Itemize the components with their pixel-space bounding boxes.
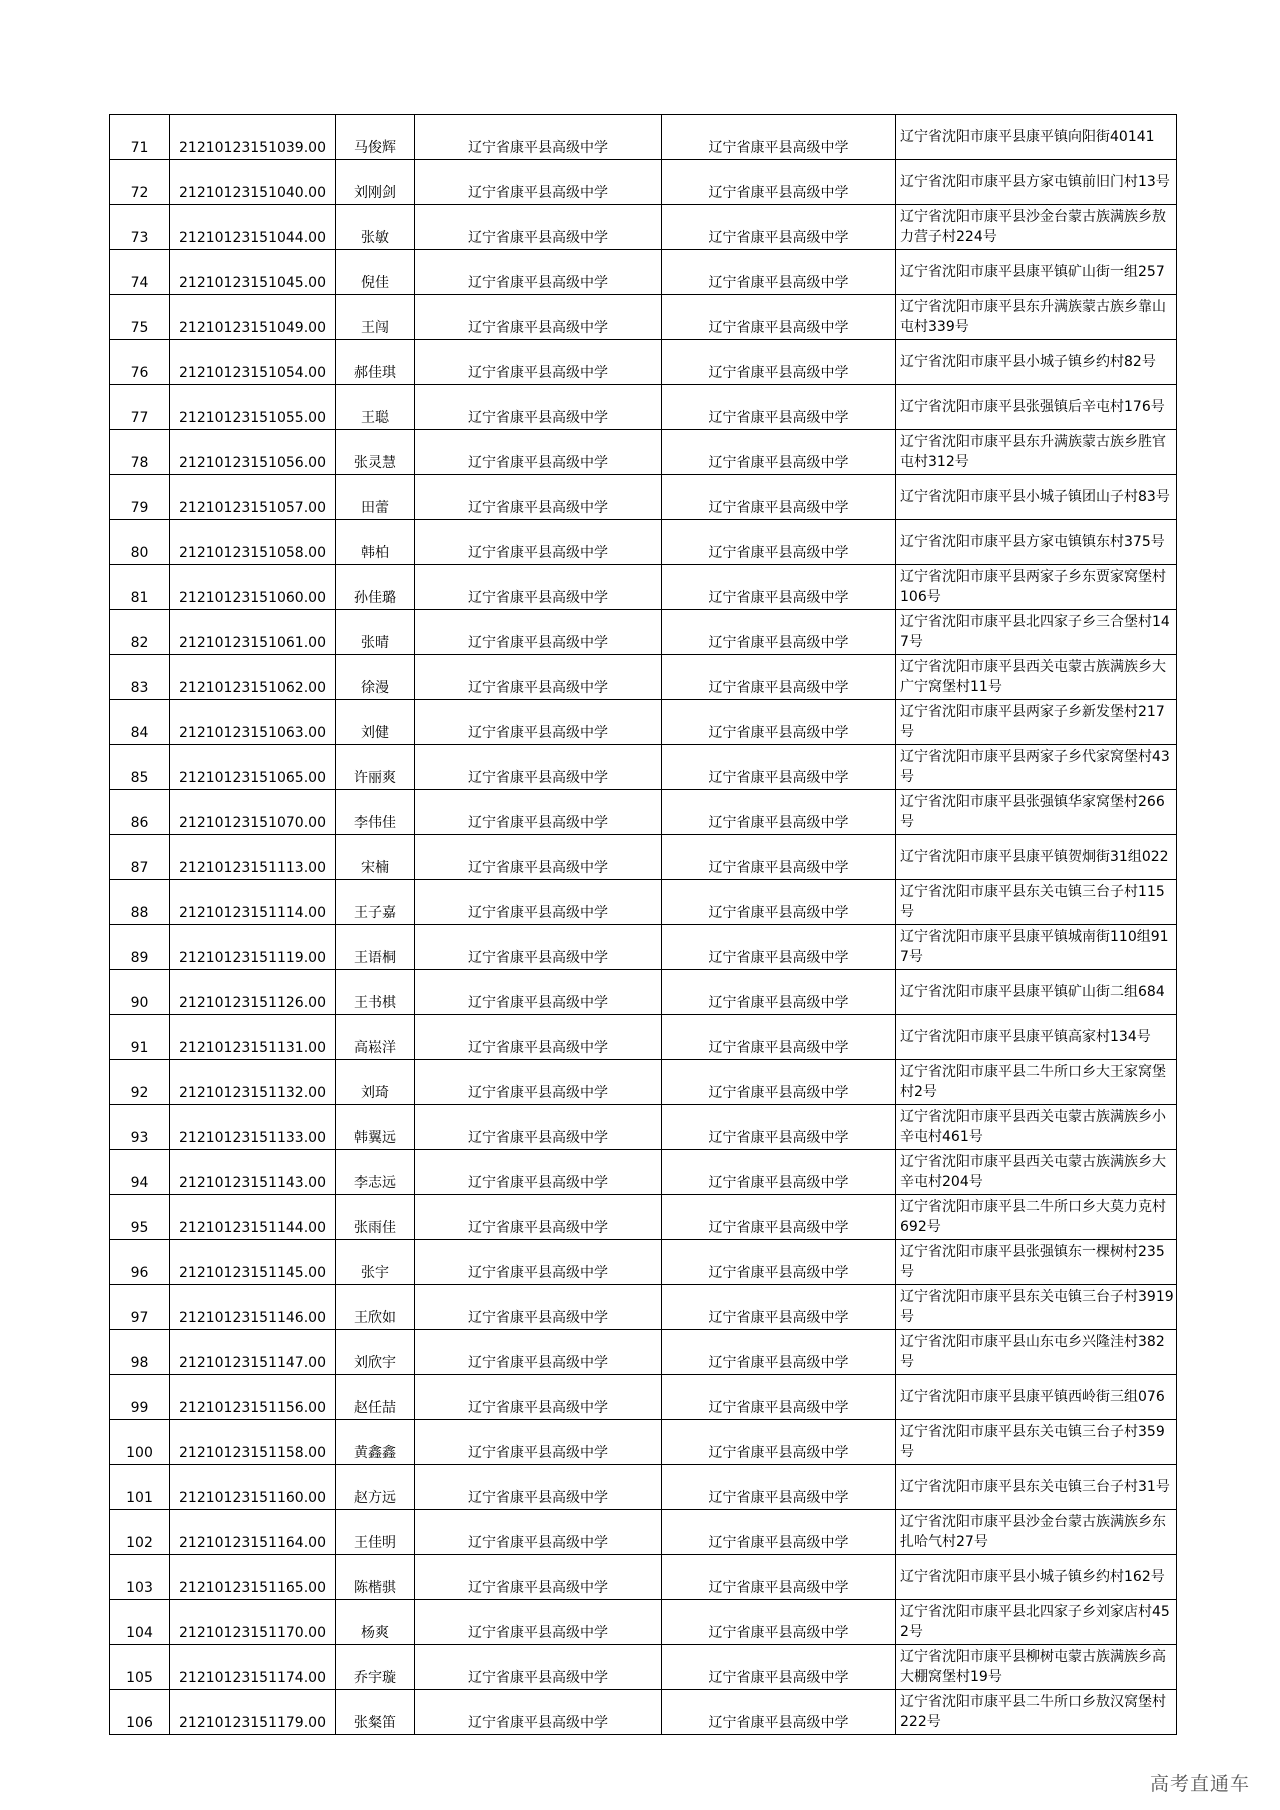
school-name-2: 辽宁省康平县高级中学 — [662, 1195, 896, 1240]
row-number: 84 — [110, 700, 170, 745]
exam-id: 21210123151174.00 — [170, 1645, 336, 1690]
home-address: 辽宁省沈阳市康平县康平镇贺炯街31组022 — [896, 835, 1177, 880]
school-name-2: 辽宁省康平县高级中学 — [662, 745, 896, 790]
table-row — [110, 1330, 1177, 1375]
home-address: 辽宁省沈阳市康平县西关屯蒙古族满族乡大广宁窝堡村11号 — [896, 655, 1177, 700]
exam-id: 21210123151114.00 — [170, 880, 336, 925]
student-name: 高崧洋 — [336, 1015, 415, 1060]
student-name: 陈楷骐 — [336, 1555, 415, 1600]
exam-id: 21210123151158.00 — [170, 1420, 336, 1465]
row-number: 104 — [110, 1600, 170, 1645]
school-name: 辽宁省康平县高级中学 — [415, 1690, 662, 1735]
home-address: 辽宁省沈阳市康平县方家屯镇前旧门村13号 — [896, 160, 1177, 205]
row-number: 83 — [110, 655, 170, 700]
table-row — [110, 1690, 1177, 1735]
school-name: 辽宁省康平县高级中学 — [415, 925, 662, 970]
student-name: 马俊辉 — [336, 115, 415, 160]
student-name: 王闯 — [336, 295, 415, 340]
student-name: 赵任喆 — [336, 1375, 415, 1420]
school-name: 辽宁省康平县高级中学 — [415, 745, 662, 790]
home-address: 辽宁省沈阳市康平县东升满族蒙古族乡靠山屯村339号 — [896, 295, 1177, 340]
student-name: 王语桐 — [336, 925, 415, 970]
exam-id: 21210123151160.00 — [170, 1465, 336, 1510]
row-number: 75 — [110, 295, 170, 340]
exam-id: 21210123151058.00 — [170, 520, 336, 565]
table-row — [110, 1420, 1177, 1465]
roster-body — [110, 115, 1177, 1735]
row-number: 94 — [110, 1150, 170, 1195]
table-row — [110, 1105, 1177, 1150]
exam-id: 21210123151144.00 — [170, 1195, 336, 1240]
row-number: 82 — [110, 610, 170, 655]
school-name-2: 辽宁省康平县高级中学 — [662, 1285, 896, 1330]
school-name: 辽宁省康平县高级中学 — [415, 430, 662, 475]
school-name: 辽宁省康平县高级中学 — [415, 1510, 662, 1555]
exam-id: 21210123151049.00 — [170, 295, 336, 340]
school-name: 辽宁省康平县高级中学 — [415, 1195, 662, 1240]
exam-id: 21210123151145.00 — [170, 1240, 336, 1285]
school-name-2: 辽宁省康平县高级中学 — [662, 1420, 896, 1465]
school-name: 辽宁省康平县高级中学 — [415, 1285, 662, 1330]
row-number: 85 — [110, 745, 170, 790]
exam-id: 21210123151063.00 — [170, 700, 336, 745]
exam-id: 21210123151070.00 — [170, 790, 336, 835]
home-address: 辽宁省沈阳市康平县东关屯镇三台子村359号 — [896, 1420, 1177, 1465]
exam-id: 21210123151061.00 — [170, 610, 336, 655]
school-name-2: 辽宁省康平县高级中学 — [662, 1690, 896, 1735]
school-name: 辽宁省康平县高级中学 — [415, 115, 662, 160]
school-name: 辽宁省康平县高级中学 — [415, 1060, 662, 1105]
home-address: 辽宁省沈阳市康平县柳树屯蒙古族满族乡高大棚窝堡村19号 — [896, 1645, 1177, 1690]
table-row — [110, 655, 1177, 700]
table-row — [110, 925, 1177, 970]
student-name: 李志远 — [336, 1150, 415, 1195]
table-row — [110, 1240, 1177, 1285]
home-address: 辽宁省沈阳市康平县方家屯镇镇东村375号 — [896, 520, 1177, 565]
table-row — [110, 1555, 1177, 1600]
home-address: 辽宁省沈阳市康平县小城子镇乡约村162号 — [896, 1555, 1177, 1600]
student-name: 张粲笛 — [336, 1690, 415, 1735]
table-row — [110, 115, 1177, 160]
exam-id: 21210123151054.00 — [170, 340, 336, 385]
table-row — [110, 205, 1177, 250]
school-name-2: 辽宁省康平县高级中学 — [662, 340, 896, 385]
exam-id: 21210123151179.00 — [170, 1690, 336, 1735]
table-row — [110, 160, 1177, 205]
home-address: 辽宁省沈阳市康平县小城子镇团山子村83号 — [896, 475, 1177, 520]
school-name: 辽宁省康平县高级中学 — [415, 1150, 662, 1195]
table-row — [110, 970, 1177, 1015]
home-address: 辽宁省沈阳市康平县张强镇东一棵树村235号 — [896, 1240, 1177, 1285]
row-number: 103 — [110, 1555, 170, 1600]
home-address: 辽宁省沈阳市康平县康平镇西岭街三组076 — [896, 1375, 1177, 1420]
school-name-2: 辽宁省康平县高级中学 — [662, 1060, 896, 1105]
school-name-2: 辽宁省康平县高级中学 — [662, 475, 896, 520]
exam-id: 21210123151143.00 — [170, 1150, 336, 1195]
school-name-2: 辽宁省康平县高级中学 — [662, 295, 896, 340]
school-name: 辽宁省康平县高级中学 — [415, 475, 662, 520]
table-row — [110, 475, 1177, 520]
school-name: 辽宁省康平县高级中学 — [415, 340, 662, 385]
row-number: 92 — [110, 1060, 170, 1105]
student-name: 王子嘉 — [336, 880, 415, 925]
row-number: 99 — [110, 1375, 170, 1420]
school-name: 辽宁省康平县高级中学 — [415, 880, 662, 925]
school-name-2: 辽宁省康平县高级中学 — [662, 1330, 896, 1375]
table-row — [110, 835, 1177, 880]
home-address: 辽宁省沈阳市康平县沙金台蒙古族满族乡敖力营子村224号 — [896, 205, 1177, 250]
exam-id: 21210123151170.00 — [170, 1600, 336, 1645]
school-name: 辽宁省康平县高级中学 — [415, 1645, 662, 1690]
student-name: 郝佳琪 — [336, 340, 415, 385]
watermark-text: 高考直通车 — [1149, 1773, 1250, 1795]
exam-id: 21210123151062.00 — [170, 655, 336, 700]
home-address: 辽宁省沈阳市康平县北四家子乡三合堡村147号 — [896, 610, 1177, 655]
row-number: 100 — [110, 1420, 170, 1465]
table-row — [110, 790, 1177, 835]
school-name-2: 辽宁省康平县高级中学 — [662, 610, 896, 655]
student-name: 刘刚剑 — [336, 160, 415, 205]
home-address: 辽宁省沈阳市康平县康平镇城南街110组917号 — [896, 925, 1177, 970]
home-address: 辽宁省沈阳市康平县康平镇高家村134号 — [896, 1015, 1177, 1060]
school-name-2: 辽宁省康平县高级中学 — [662, 1375, 896, 1420]
row-number: 95 — [110, 1195, 170, 1240]
table-row — [110, 880, 1177, 925]
student-name: 孙佳璐 — [336, 565, 415, 610]
student-name: 徐漫 — [336, 655, 415, 700]
school-name-2: 辽宁省康平县高级中学 — [662, 1240, 896, 1285]
exam-id: 21210123151044.00 — [170, 205, 336, 250]
row-number: 102 — [110, 1510, 170, 1555]
exam-id: 21210123151126.00 — [170, 970, 336, 1015]
student-name: 赵方远 — [336, 1465, 415, 1510]
exam-id: 21210123151156.00 — [170, 1375, 336, 1420]
table-row — [110, 1375, 1177, 1420]
exam-id: 21210123151165.00 — [170, 1555, 336, 1600]
school-name: 辽宁省康平县高级中学 — [415, 1555, 662, 1600]
table-row — [110, 1645, 1177, 1690]
school-name-2: 辽宁省康平县高级中学 — [662, 1105, 896, 1150]
home-address: 辽宁省沈阳市康平县东关屯镇三台子村115号 — [896, 880, 1177, 925]
exam-id: 21210123151045.00 — [170, 250, 336, 295]
school-name: 辽宁省康平县高级中学 — [415, 520, 662, 565]
row-number: 98 — [110, 1330, 170, 1375]
student-name: 王书棋 — [336, 970, 415, 1015]
row-number: 74 — [110, 250, 170, 295]
student-name: 刘欣宇 — [336, 1330, 415, 1375]
student-name: 韩柏 — [336, 520, 415, 565]
row-number: 105 — [110, 1645, 170, 1690]
home-address: 辽宁省沈阳市康平县两家子乡代家窝堡村43号 — [896, 745, 1177, 790]
row-number: 87 — [110, 835, 170, 880]
exam-id: 21210123151113.00 — [170, 835, 336, 880]
school-name: 辽宁省康平县高级中学 — [415, 1015, 662, 1060]
student-name: 张雨佳 — [336, 1195, 415, 1240]
table-row — [110, 1015, 1177, 1060]
exam-id: 21210123151065.00 — [170, 745, 336, 790]
table-row — [110, 295, 1177, 340]
school-name-2: 辽宁省康平县高级中学 — [662, 1465, 896, 1510]
school-name-2: 辽宁省康平县高级中学 — [662, 385, 896, 430]
exam-id: 21210123151131.00 — [170, 1015, 336, 1060]
home-address: 辽宁省沈阳市康平县北四家子乡刘家店村452号 — [896, 1600, 1177, 1645]
row-number: 101 — [110, 1465, 170, 1510]
school-name-2: 辽宁省康平县高级中学 — [662, 160, 896, 205]
student-name: 刘健 — [336, 700, 415, 745]
student-name: 黄鑫鑫 — [336, 1420, 415, 1465]
table-row — [110, 610, 1177, 655]
home-address: 辽宁省沈阳市康平县小城子镇乡约村82号 — [896, 340, 1177, 385]
school-name: 辽宁省康平县高级中学 — [415, 1240, 662, 1285]
student-name: 王佳明 — [336, 1510, 415, 1555]
school-name-2: 辽宁省康平县高级中学 — [662, 700, 896, 745]
table-row — [110, 1060, 1177, 1105]
school-name-2: 辽宁省康平县高级中学 — [662, 655, 896, 700]
student-name: 张宇 — [336, 1240, 415, 1285]
school-name: 辽宁省康平县高级中学 — [415, 790, 662, 835]
row-number: 78 — [110, 430, 170, 475]
student-roster-table — [109, 114, 1177, 1735]
home-address: 辽宁省沈阳市康平县康平镇矿山街二组684 — [896, 970, 1177, 1015]
exam-id: 21210123151057.00 — [170, 475, 336, 520]
school-name-2: 辽宁省康平县高级中学 — [662, 880, 896, 925]
school-name: 辽宁省康平县高级中学 — [415, 385, 662, 430]
table-row — [110, 745, 1177, 790]
student-name: 杨爽 — [336, 1600, 415, 1645]
table-row — [110, 565, 1177, 610]
student-name: 韩翼远 — [336, 1105, 415, 1150]
student-name: 许丽爽 — [336, 745, 415, 790]
home-address: 辽宁省沈阳市康平县东关屯镇三台子村31号 — [896, 1465, 1177, 1510]
home-address: 辽宁省沈阳市康平县康平镇矿山街一组257 — [896, 250, 1177, 295]
exam-id: 21210123151146.00 — [170, 1285, 336, 1330]
home-address: 辽宁省沈阳市康平县张强镇华家窝堡村266号 — [896, 790, 1177, 835]
table-row — [110, 700, 1177, 745]
row-number: 93 — [110, 1105, 170, 1150]
table-row — [110, 250, 1177, 295]
row-number: 90 — [110, 970, 170, 1015]
student-name: 王欣如 — [336, 1285, 415, 1330]
exam-id: 21210123151133.00 — [170, 1105, 336, 1150]
school-name: 辽宁省康平县高级中学 — [415, 1600, 662, 1645]
school-name: 辽宁省康平县高级中学 — [415, 1330, 662, 1375]
row-number: 79 — [110, 475, 170, 520]
row-number: 91 — [110, 1015, 170, 1060]
school-name: 辽宁省康平县高级中学 — [415, 295, 662, 340]
home-address: 辽宁省沈阳市康平县东关屯镇三台子村3919号 — [896, 1285, 1177, 1330]
student-name: 王聪 — [336, 385, 415, 430]
school-name: 辽宁省康平县高级中学 — [415, 1420, 662, 1465]
home-address: 辽宁省沈阳市康平县沙金台蒙古族满族乡东扎哈气村27号 — [896, 1510, 1177, 1555]
school-name-2: 辽宁省康平县高级中学 — [662, 1015, 896, 1060]
school-name: 辽宁省康平县高级中学 — [415, 1105, 662, 1150]
exam-id: 21210123151055.00 — [170, 385, 336, 430]
row-number: 81 — [110, 565, 170, 610]
school-name: 辽宁省康平县高级中学 — [415, 610, 662, 655]
exam-id: 21210123151164.00 — [170, 1510, 336, 1555]
row-number: 88 — [110, 880, 170, 925]
school-name-2: 辽宁省康平县高级中学 — [662, 1555, 896, 1600]
school-name: 辽宁省康平县高级中学 — [415, 1465, 662, 1510]
student-name: 田蕾 — [336, 475, 415, 520]
row-number: 89 — [110, 925, 170, 970]
table-row — [110, 1195, 1177, 1240]
school-name: 辽宁省康平县高级中学 — [415, 970, 662, 1015]
table-row — [110, 1150, 1177, 1195]
home-address: 辽宁省沈阳市康平县二牛所口乡敖汉窝堡村222号 — [896, 1690, 1177, 1735]
home-address: 辽宁省沈阳市康平县二牛所口乡大王家窝堡村2号 — [896, 1060, 1177, 1105]
school-name-2: 辽宁省康平县高级中学 — [662, 1600, 896, 1645]
school-name: 辽宁省康平县高级中学 — [415, 205, 662, 250]
exam-id: 21210123151147.00 — [170, 1330, 336, 1375]
home-address: 辽宁省沈阳市康平县西关屯蒙古族满族乡大辛屯村204号 — [896, 1150, 1177, 1195]
school-name: 辽宁省康平县高级中学 — [415, 250, 662, 295]
exam-id: 21210123151039.00 — [170, 115, 336, 160]
school-name-2: 辽宁省康平县高级中学 — [662, 205, 896, 250]
school-name-2: 辽宁省康平县高级中学 — [662, 925, 896, 970]
school-name: 辽宁省康平县高级中学 — [415, 160, 662, 205]
school-name-2: 辽宁省康平县高级中学 — [662, 970, 896, 1015]
row-number: 97 — [110, 1285, 170, 1330]
table-row — [110, 1285, 1177, 1330]
school-name: 辽宁省康平县高级中学 — [415, 655, 662, 700]
row-number: 77 — [110, 385, 170, 430]
school-name: 辽宁省康平县高级中学 — [415, 565, 662, 610]
school-name-2: 辽宁省康平县高级中学 — [662, 250, 896, 295]
home-address: 辽宁省沈阳市康平县东升满族蒙古族乡胜官屯村312号 — [896, 430, 1177, 475]
school-name: 辽宁省康平县高级中学 — [415, 700, 662, 745]
row-number: 76 — [110, 340, 170, 385]
student-name: 张晴 — [336, 610, 415, 655]
exam-id: 21210123151060.00 — [170, 565, 336, 610]
school-name-2: 辽宁省康平县高级中学 — [662, 835, 896, 880]
student-name: 乔宇璇 — [336, 1645, 415, 1690]
home-address: 辽宁省沈阳市康平县两家子乡东贾家窝堡村106号 — [896, 565, 1177, 610]
school-name: 辽宁省康平县高级中学 — [415, 1375, 662, 1420]
table-row — [110, 430, 1177, 475]
school-name-2: 辽宁省康平县高级中学 — [662, 520, 896, 565]
row-number: 73 — [110, 205, 170, 250]
school-name-2: 辽宁省康平县高级中学 — [662, 1150, 896, 1195]
row-number: 86 — [110, 790, 170, 835]
home-address: 辽宁省沈阳市康平县二牛所口乡大莫力克村692号 — [896, 1195, 1177, 1240]
row-number: 96 — [110, 1240, 170, 1285]
school-name-2: 辽宁省康平县高级中学 — [662, 1645, 896, 1690]
table-row — [110, 1600, 1177, 1645]
row-number: 80 — [110, 520, 170, 565]
student-name: 宋楠 — [336, 835, 415, 880]
school-name-2: 辽宁省康平县高级中学 — [662, 115, 896, 160]
exam-id: 21210123151132.00 — [170, 1060, 336, 1105]
exam-id: 21210123151119.00 — [170, 925, 336, 970]
student-name: 刘琦 — [336, 1060, 415, 1105]
school-name-2: 辽宁省康平县高级中学 — [662, 430, 896, 475]
home-address: 辽宁省沈阳市康平县张强镇后辛屯村176号 — [896, 385, 1177, 430]
school-name-2: 辽宁省康平县高级中学 — [662, 790, 896, 835]
table-row — [110, 1465, 1177, 1510]
school-name-2: 辽宁省康平县高级中学 — [662, 565, 896, 610]
school-name: 辽宁省康平县高级中学 — [415, 835, 662, 880]
table-row — [110, 520, 1177, 565]
home-address: 辽宁省沈阳市康平县西关屯蒙古族满族乡小辛屯村461号 — [896, 1105, 1177, 1150]
student-name: 张灵慧 — [336, 430, 415, 475]
home-address: 辽宁省沈阳市康平县康平镇向阳街40141 — [896, 115, 1177, 160]
table-row — [110, 1510, 1177, 1555]
table-row — [110, 385, 1177, 430]
row-number: 106 — [110, 1690, 170, 1735]
school-name-2: 辽宁省康平县高级中学 — [662, 1510, 896, 1555]
exam-id: 21210123151056.00 — [170, 430, 336, 475]
home-address: 辽宁省沈阳市康平县两家子乡新发堡村217号 — [896, 700, 1177, 745]
home-address: 辽宁省沈阳市康平县山东屯乡兴隆洼村382号 — [896, 1330, 1177, 1375]
student-name: 张敏 — [336, 205, 415, 250]
exam-id: 21210123151040.00 — [170, 160, 336, 205]
row-number: 71 — [110, 115, 170, 160]
student-name: 倪佳 — [336, 250, 415, 295]
row-number: 72 — [110, 160, 170, 205]
student-name: 李伟佳 — [336, 790, 415, 835]
table-row — [110, 340, 1177, 385]
